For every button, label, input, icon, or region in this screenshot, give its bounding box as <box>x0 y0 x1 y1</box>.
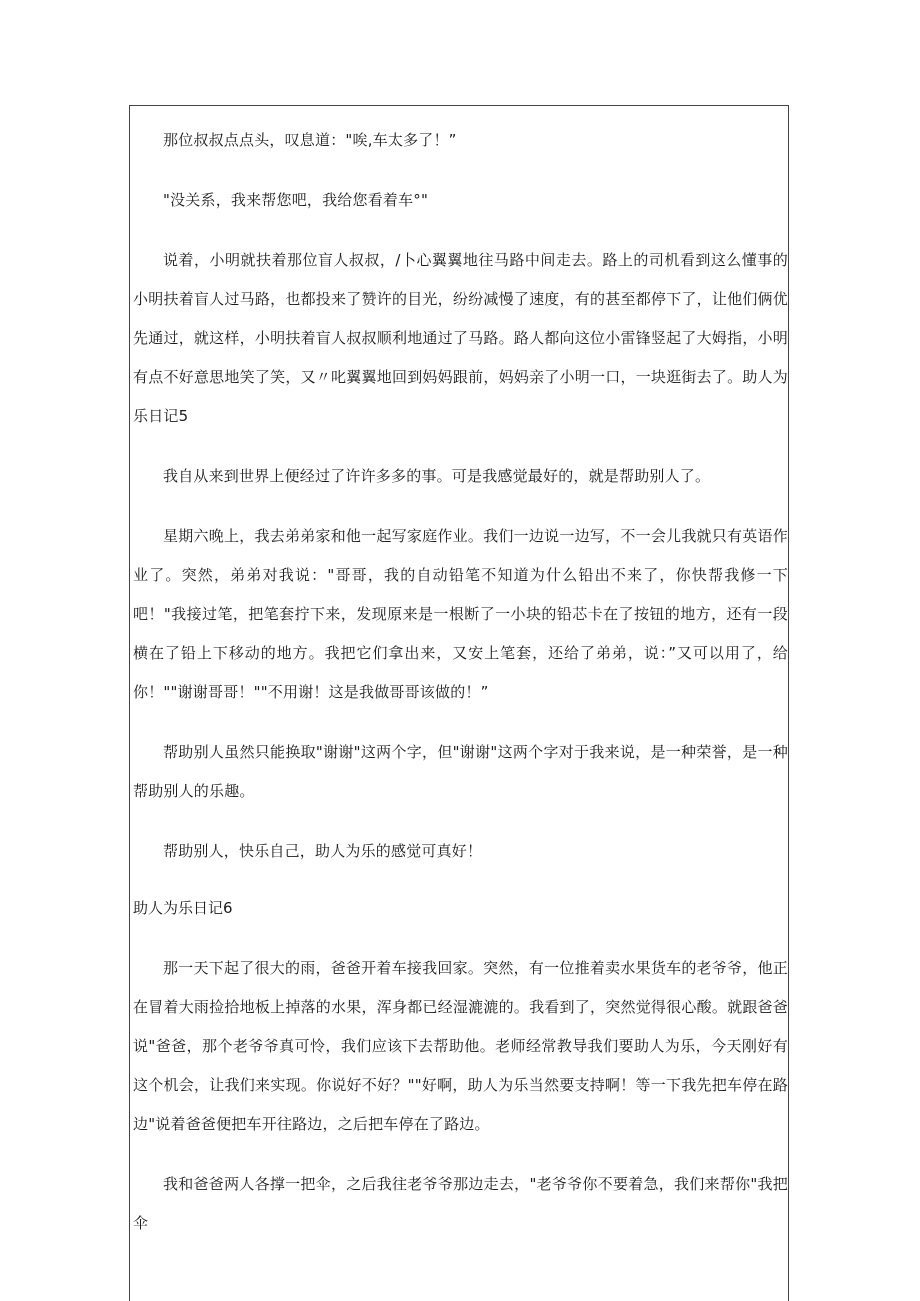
paragraph: 我和爸爸两人各撑一把伞，之后我往老爷爷那边走去，"老爷爷你不要着急，我们来帮你"我把伞 <box>133 1175 788 1232</box>
paragraph: 我自从来到世界上便经过了许许多多的事。可是我感觉最好的，就是帮助别人了。 <box>163 467 711 485</box>
paragraph: 帮助别人虽然只能换取"谢谢"这两个字，但"谢谢"这两个字对于我来说，是一种荣誉，是一种帮助别人的乐趣。 <box>133 743 788 800</box>
paragraph: 那一天下起了很大的雨，爸爸开着车接我回家。突然，有一位推着卖水果货车的老爷爷，他正在冒着大雨捡拾地板上掉落的水果，浑身都已经湿漉漉的。我看到了，突然觉得很心酸。就跟爸爸说"爸爸，那个老爷爷真可怜，我们应该下去帮助他。老师经常教导我们要助人为乐，今天刚好有这个机会，让我们来实现。你说好不好？""好啊，助人为乐当然要支持啊！等一下我先把车停在路边"说着爸爸便把车开往路边，之后把车停在了路边。 <box>133 959 788 1133</box>
section-heading: 助人为乐日记6 <box>133 899 233 917</box>
paragraph: 帮助别人，快乐自己，助人为乐的感觉可真好！ <box>163 842 483 860</box>
paragraph: 那位叔叔点点头，叹息道："唉,车太多了！” <box>163 131 457 149</box>
paragraph: "没关系，我来帮您吧，我给您看着车°" <box>163 191 429 209</box>
document-body <box>133 121 788 1243</box>
paragraph: 星期六晚上，我去弟弟家和他一起写家庭作业。我们一边说一边写，不一会儿我就只有英语作业了。突然，弟弟对我说："哥哥，我的自动铅笔不知道为什么铅出不来了，你快帮我修一下吧！"我接过笔，把笔套拧下来，发现原来是一根断了一小块的铅芯卡在了按钮的地方，还有一段横在了铅上下移动的地方。我把它们拿出来，又安上笔套，还给了弟弟，说：”又可以用了，给你！""谢谢哥哥！""不用谢！这是我做哥哥该做的！” <box>133 527 788 701</box>
paragraph: 说着，小明就扶着那位盲人叔叔，/卜心翼翼地往马路中间走去。路上的司机看到这么懂事的小明扶着盲人过马路，也都投来了赞许的目光，纷纷减慢了速度，有的甚至都停下了，让他们俩优先通过，就这样，小明扶着盲人叔叔顺利地通过了马路。路人都向这位小雷锋竖起了大姆指，小明有点不好意思地笑了笑，又〃叱翼翼地回到妈妈跟前，妈妈亲了小明一口，一块逛街去了。助人为乐日记5 <box>133 251 788 425</box>
